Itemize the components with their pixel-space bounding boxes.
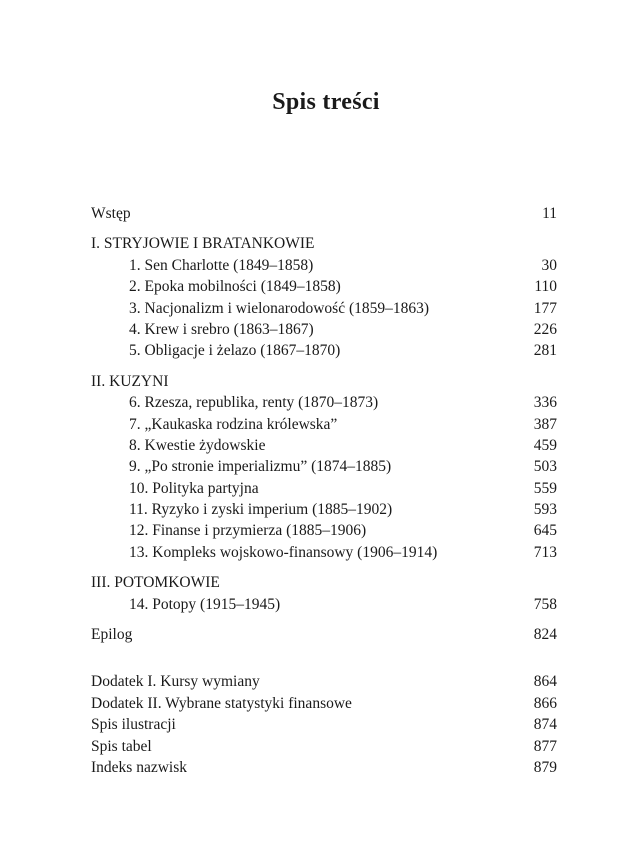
toc-entry-page: 879: [533, 758, 557, 776]
toc-entry-appendix[interactable]: [91, 757, 557, 778]
toc-entry-label: Spis ilustracji: [91, 716, 176, 734]
toc-part-title: I. STRYJOWIE I BRATANKOWIE: [91, 235, 315, 253]
toc-chapter-label: 13. Kompleks wojskowo-finansowy (1906–1914): [129, 543, 438, 561]
toc-chapter-label: 1. Sen Charlotte (1849–1858): [129, 256, 314, 274]
toc-part-heading: [91, 572, 557, 593]
toc-chapter[interactable]: [91, 456, 557, 477]
toc-entry-label: Dodatek II. Wybrane statystyki finansowe: [91, 694, 352, 712]
toc-chapter-page: 110: [534, 278, 557, 296]
toc-chapter-page: 177: [533, 299, 557, 317]
toc-chapter-page: 758: [533, 595, 557, 613]
toc-entry-appendix[interactable]: [91, 736, 557, 757]
toc-chapter-label: 2. Epoka mobilności (1849–1858): [129, 278, 341, 296]
toc-chapter-page: 593: [533, 501, 557, 519]
toc-chapter-page: 281: [533, 342, 557, 360]
toc-part-title: III. POTOMKOWIE: [91, 574, 220, 592]
toc-chapter-page: 336: [533, 394, 557, 412]
toc-entry-appendix[interactable]: [91, 671, 557, 692]
toc-chapter-page: 30: [541, 256, 557, 274]
toc-chapter-label: 14. Potopy (1915–1945): [129, 595, 281, 613]
toc-chapter[interactable]: [91, 319, 557, 340]
toc-entry-intro[interactable]: [91, 203, 557, 224]
toc-chapter[interactable]: [91, 435, 557, 456]
toc-chapter-label: 9. „Po stronie imperializmu” (1874–1885): [129, 458, 392, 476]
toc-entry-label: Wstęp: [91, 205, 131, 222]
toc-chapter-label: 5. Obligacje i żelazo (1867–1870): [129, 342, 341, 360]
toc-chapter-label: 6. Rzesza, republika, renty (1870–1873): [129, 394, 379, 412]
toc-entry-label: Spis tabel: [91, 737, 152, 755]
toc-entry-appendix[interactable]: [91, 693, 557, 714]
toc-chapter-page: 387: [533, 415, 557, 433]
toc-part-heading: [91, 233, 557, 254]
toc-chapter-label: 10. Polityka partyjna: [129, 479, 259, 497]
toc-entry-page: 864: [533, 673, 557, 691]
toc-entry-page: 874: [533, 716, 557, 734]
toc-entry-page: 877: [533, 737, 557, 755]
toc-chapter[interactable]: [91, 478, 557, 499]
toc-chapter[interactable]: [91, 298, 557, 319]
toc-entry-page: 824: [533, 626, 557, 644]
toc-chapter-page: 559: [533, 479, 557, 497]
toc-chapter[interactable]: [91, 414, 557, 435]
toc-chapter-label: 11. Ryzyko i zyski imperium (1885–1902): [129, 501, 393, 519]
toc-chapter[interactable]: [91, 542, 557, 563]
toc-chapter[interactable]: [91, 340, 557, 361]
table-of-contents: [91, 203, 557, 778]
toc-entry-page: 866: [533, 694, 557, 712]
toc-chapter[interactable]: [91, 392, 557, 413]
toc-entry-label: Epilog: [91, 626, 133, 644]
toc-chapter-page: 645: [533, 522, 557, 540]
toc-entry-epilogue[interactable]: [91, 624, 557, 645]
toc-chapter-page: 226: [533, 320, 557, 338]
toc-chapter-page: 713: [533, 543, 557, 561]
toc-chapter[interactable]: [91, 520, 557, 541]
toc-chapter-label: 3. Nacjonalizm i wielonarodowość (1859–1863): [129, 299, 430, 317]
toc-chapter[interactable]: [91, 276, 557, 297]
toc-part-title: II. KUZYNI: [91, 372, 169, 390]
toc-chapter[interactable]: [91, 594, 557, 615]
toc-entry-label: Indeks nazwisk: [91, 758, 187, 776]
toc-chapter-page: 503: [533, 458, 557, 476]
toc-chapter-label: 4. Krew i srebro (1863–1867): [129, 320, 314, 338]
toc-chapter-label: 7. „Kaukaska rodzina królewska”: [129, 415, 338, 433]
toc-chapter[interactable]: [91, 255, 557, 276]
toc-chapter-label: 8. Kwestie żydowskie: [129, 436, 266, 454]
toc-entry-label: Dodatek I. Kursy wymiany: [91, 673, 260, 691]
toc-entry-page: 11: [542, 205, 557, 222]
toc-chapter[interactable]: [91, 499, 557, 520]
toc-chapter-page: 459: [533, 436, 557, 454]
toc-chapter-label: 12. Finanse i przymierza (1885–1906): [129, 522, 367, 540]
toc-entry-appendix[interactable]: [91, 714, 557, 735]
toc-part-heading: [91, 371, 557, 392]
page-title: Spis treści: [272, 89, 380, 115]
